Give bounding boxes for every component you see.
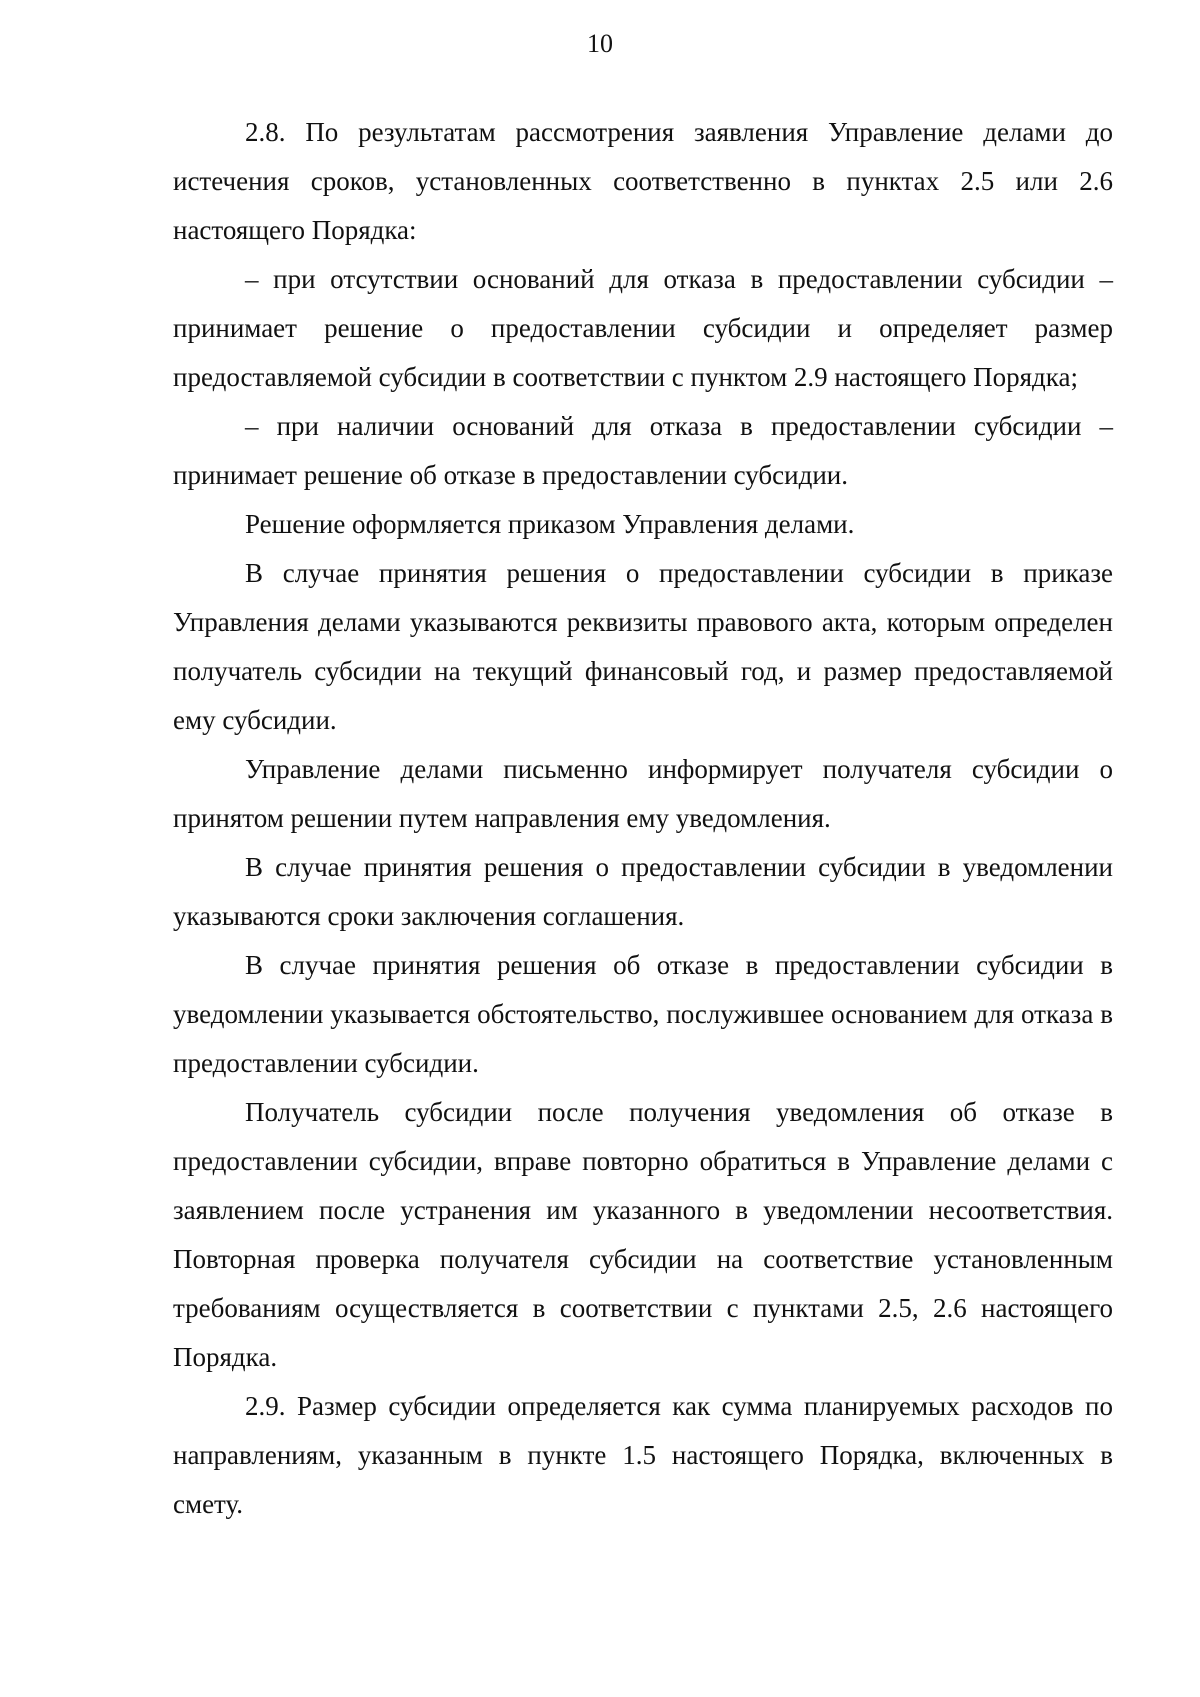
paragraph-refusal-notice: В случае принятия решения об отказе в предоставлении субсидии в уведомлении указывается обстоятельство, послужившее основанием для отказа в предоставлении субсидии.: [173, 950, 1113, 1078]
list-item-no-grounds: – при отсутствии оснований для отказа в предоставлении субсидии – принимает решение о предоставлении субсидии и определяет размер предоставляемой субсидии в соответствии с пунктом 2.9 настоящего Порядка;: [173, 264, 1113, 392]
list-item-grounds: – при наличии оснований для отказа в предоставлении субсидии – принимает решение об отказе в предоставлении субсидии.: [173, 411, 1113, 490]
paragraph-resubmission: Получатель субсидии после получения уведомления об отказе в предоставлении субсидии, вправе повторно обратиться в Управление делами с заявлением после устранения им указанного в уведомлении несоответствия. Повторная проверка получателя субсидии на соответствие установленным требованиям осуществляется в соответствии с пунктами 2.5, 2.6 настоящего Порядка.: [173, 1097, 1113, 1372]
paragraph-notification: Управление делами письменно информирует получателя субсидии о принятом решении путем направления ему уведомления.: [173, 754, 1113, 833]
paragraph-agreement-terms: В случае принятия решения о предоставлении субсидии в уведомлении указываются сроки заключения соглашения.: [173, 852, 1113, 931]
document-body: [173, 108, 1113, 1529]
page-number: 10: [587, 29, 613, 58]
paragraph-2-8: 2.8. По результатам рассмотрения заявления Управление делами до истечения сроков, установленных соответственно в пунктах 2.5 или 2.6 настоящего Порядка:: [173, 117, 1113, 245]
paragraph-decision-order: Решение оформляется приказом Управления делами.: [245, 509, 855, 539]
paragraph-order-details: В случае принятия решения о предоставлении субсидии в приказе Управления делами указываются реквизиты правового акта, которым определен получатель субсидии на текущий финансовый год, и размер предоставляемой ему субсидии.: [173, 558, 1113, 735]
paragraph-2-9: 2.9. Размер субсидии определяется как сумма планируемых расходов по направлениям, указанным в пункте 1.5 настоящего Порядка, включенных в смету.: [173, 1391, 1113, 1519]
